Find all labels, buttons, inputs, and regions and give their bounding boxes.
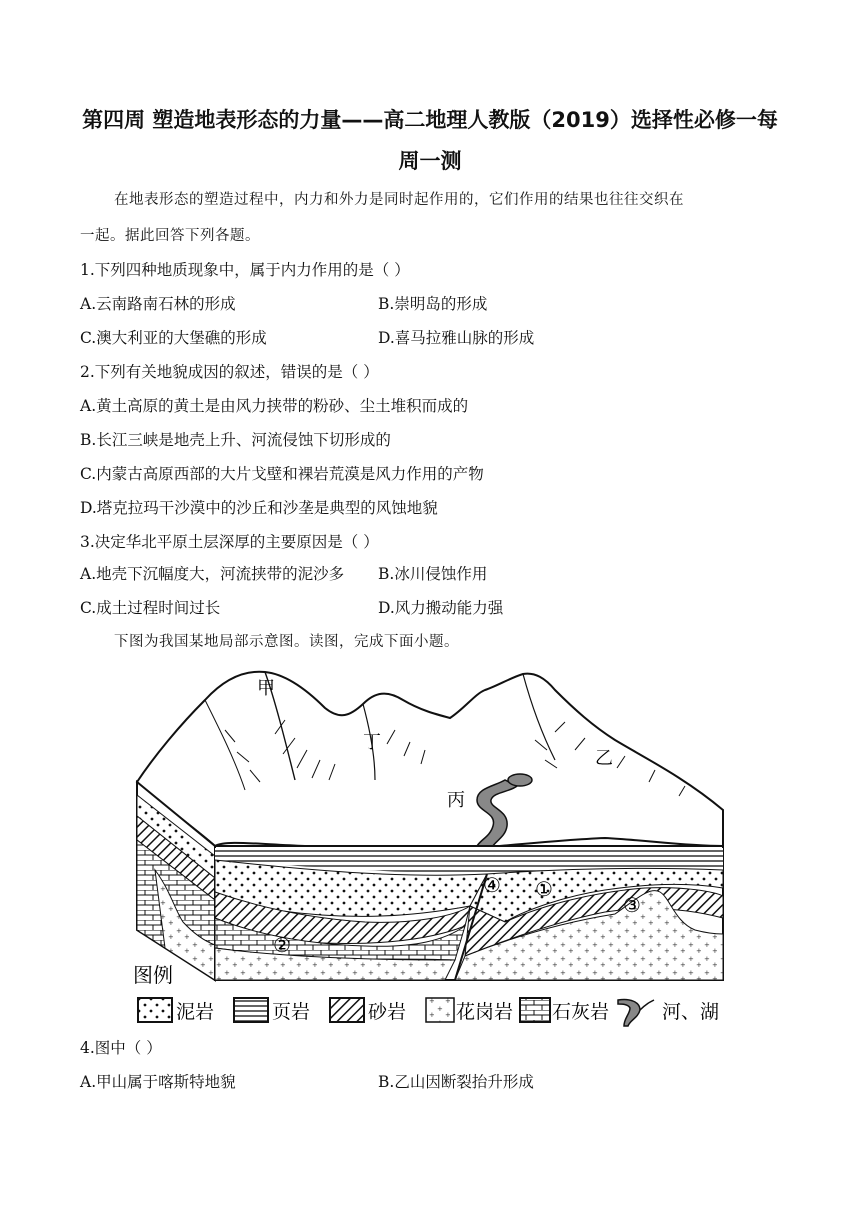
question-4-stem: 4.图中（ ） — [80, 1039, 162, 1057]
question-2-option-d: D.塔克拉玛干沙漠中的沙丘和沙垄是典型的风蚀地貌 — [80, 499, 438, 517]
intro-line1: 在地表形态的塑造过程中，内力和外力是同时起作用的，它们作用的结果也往往交织在 — [114, 192, 684, 208]
legend — [130, 990, 740, 1030]
question-4-option-a: A.甲山属于喀斯特地貌 — [80, 1073, 236, 1091]
question-2-option-b: B.长江三峡是地壳上升、河流侵蚀下切形成的 — [80, 431, 391, 449]
legend-river-lake: 河、湖 — [662, 1001, 720, 1023]
question-3-option-a: A.地壳下沉幅度大，河流挟带的泥沙多 — [80, 565, 345, 583]
geology-block-diagram — [125, 660, 735, 1030]
question-1-option-d: D.喜马拉雅山脉的形成 — [378, 329, 535, 347]
question-3-option-d: D.风力搬动能力强 — [378, 599, 504, 617]
question-2-stem: 2.下列有关地貌成因的叙述，错误的是（ ） — [80, 363, 379, 381]
question-1-option-a: A.云南路南石林的形成 — [80, 295, 236, 313]
legend-mudstone: 泥岩 — [176, 1001, 215, 1023]
figure-intro: 下图为我国某地局部示意图。读图，完成下面小题。 — [114, 634, 459, 650]
question-4-option-b: B.乙山因断裂抬升形成 — [378, 1073, 534, 1091]
question-1-option-c: C.澳大利亚的大堡礁的形成 — [80, 329, 267, 347]
label-yi: 乙 — [595, 748, 613, 769]
question-2-option-a: A.黄土高原的黄土是由风力挟带的粉砂、尘土堆积而成的 — [80, 397, 469, 415]
marker-1: ① — [535, 877, 553, 901]
question-3-option-c: C.成土过程时间过长 — [80, 599, 221, 617]
legend-shale: 页岩 — [272, 1001, 311, 1023]
label-jia: 甲 — [257, 678, 275, 699]
legend-limestone: 石灰岩 — [552, 1001, 610, 1023]
label-ding: 丁 — [363, 732, 381, 753]
legend-title: 图例 — [133, 963, 173, 987]
legend-granite: 花岗岩 — [456, 1001, 514, 1023]
question-3-option-b: B.冰川侵蚀作用 — [378, 565, 488, 583]
page-title-line2: 周一测 — [398, 149, 462, 173]
question-1-stem: 1.下列四种地质现象中，属于内力作用的是（ ） — [80, 261, 410, 279]
mountain-surface — [137, 672, 723, 851]
marker-2: ② — [273, 933, 291, 957]
page-title-line1: 第四周 塑造地表形态的力量——高二地理人教版（2019）选择性必修一每 — [82, 108, 778, 132]
marker-3: ③ — [623, 893, 641, 917]
intro-line2: 一起。据此回答下列各题。 — [80, 228, 260, 244]
marker-4: ④ — [483, 873, 501, 897]
question-3-stem: 3.决定华北平原土层深厚的主要原因是（ ） — [80, 533, 379, 551]
question-1-option-b: B.崇明岛的形成 — [378, 295, 488, 313]
question-2-option-c: C.内蒙古高原西部的大片戈壁和裸岩荒漠是风力作用的产物 — [80, 465, 484, 483]
label-bing: 丙 — [447, 790, 465, 811]
legend-sandstone: 砂岩 — [368, 1001, 407, 1023]
